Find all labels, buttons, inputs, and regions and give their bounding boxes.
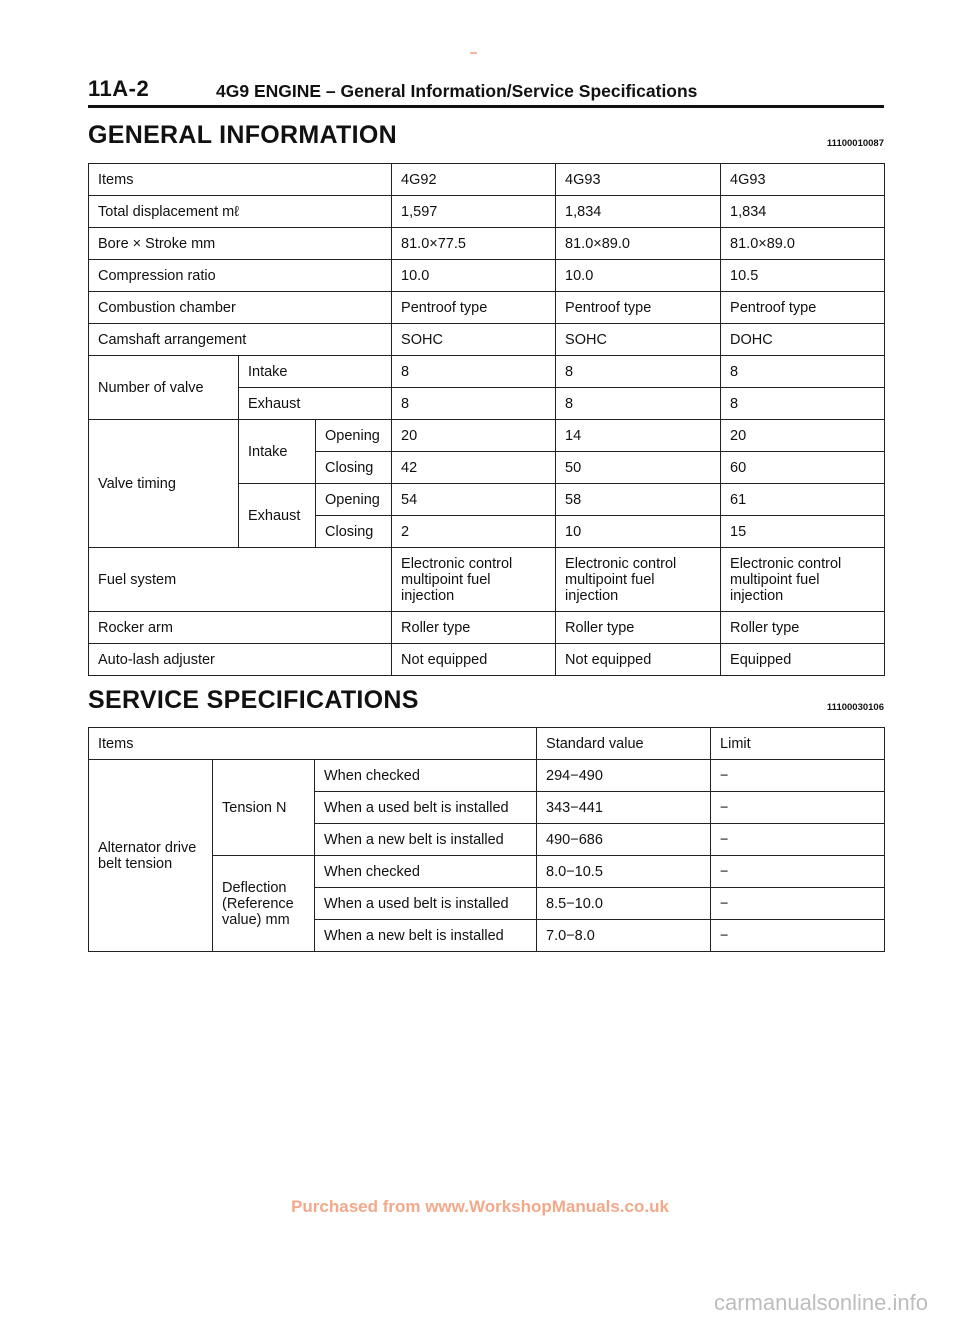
table-cell: Roller type — [556, 612, 721, 644]
table-cell: 61 — [721, 484, 885, 516]
table-cell: 20 — [392, 420, 556, 452]
table-cell: 58 — [556, 484, 721, 516]
table-cell: SOHC — [556, 324, 721, 356]
table-cell: When a used belt is installed — [315, 792, 537, 824]
table-cell: − — [711, 888, 885, 920]
table-cell: 15 — [721, 516, 885, 548]
table-cell: 7.0−8.0 — [537, 920, 711, 952]
table-cell: When checked — [315, 760, 537, 792]
table-cell: Not equipped — [392, 644, 556, 676]
table-cell: Pentroof type — [392, 292, 556, 324]
table-cell: Electronic control multipoint fuel injection — [392, 548, 556, 612]
table-cell: 81.0×89.0 — [721, 228, 885, 260]
table-cell: 8.5−10.0 — [537, 888, 711, 920]
table-cell: Intake — [239, 356, 392, 388]
table-cell: 8 — [721, 388, 885, 420]
table-cell: 8 — [392, 356, 556, 388]
page-number: 11A-2 — [88, 76, 150, 101]
header-rule — [88, 105, 884, 108]
table-cell: 8.0−10.5 — [537, 856, 711, 888]
table-cell: Limit — [711, 728, 885, 760]
table-cell: 42 — [392, 452, 556, 484]
table-cell: Not equipped — [556, 644, 721, 676]
service-spec-code: 11100030106 — [826, 702, 884, 713]
table-cell: Compression ratio — [89, 260, 392, 292]
table-cell: Total displacement mℓ — [89, 196, 392, 228]
table-cell: Pentroof type — [721, 292, 885, 324]
table-cell: Closing — [316, 452, 392, 484]
table-cell: 10.5 — [721, 260, 885, 292]
table-cell: 490−686 — [537, 824, 711, 856]
table-cell: 1,834 — [721, 196, 885, 228]
table-row — [89, 420, 885, 452]
purchase-link[interactable]: Purchased from www.WorkshopManuals.co.uk — [291, 1197, 669, 1216]
table-row — [89, 548, 885, 612]
table-row — [89, 292, 885, 324]
table-cell: − — [711, 856, 885, 888]
general-info-code: 11100010087 — [826, 138, 884, 149]
service-spec-table — [88, 727, 885, 952]
table-cell: 10.0 — [556, 260, 721, 292]
general-info-table — [88, 163, 885, 676]
table-cell: Roller type — [721, 612, 885, 644]
table-cell: Electronic control multipoint fuel injection — [721, 548, 885, 612]
table-cell: − — [711, 760, 885, 792]
table-cell: Standard value — [537, 728, 711, 760]
table-cell: 2 — [392, 516, 556, 548]
table-cell: Closing — [316, 516, 392, 548]
table-cell: When a used belt is installed — [315, 888, 537, 920]
table-cell: Exhaust — [239, 484, 316, 548]
table-cell: Exhaust — [239, 388, 392, 420]
table-cell: Rocker arm — [89, 612, 392, 644]
table-cell: 50 — [556, 452, 721, 484]
table-cell: 294−490 — [537, 760, 711, 792]
table-cell: 4G93 — [721, 164, 885, 196]
watermark: carmanualsonline.info — [713, 1290, 928, 1315]
table-cell: Camshaft arrangement — [89, 324, 392, 356]
table-cell: 4G93 — [556, 164, 721, 196]
table-cell: 81.0×89.0 — [556, 228, 721, 260]
table-cell: Tension N — [213, 760, 315, 856]
table-cell: − — [711, 824, 885, 856]
page-header — [88, 76, 884, 102]
table-cell: Bore × Stroke mm — [89, 228, 392, 260]
table-cell: 8 — [556, 356, 721, 388]
table-cell: 60 — [721, 452, 885, 484]
table-row — [89, 728, 885, 760]
table-cell: SOHC — [392, 324, 556, 356]
table-cell: 54 — [392, 484, 556, 516]
table-cell: 1,597 — [392, 196, 556, 228]
table-cell: Electronic control multipoint fuel injection — [556, 548, 721, 612]
table-cell: When a new belt is installed — [315, 920, 537, 952]
table-cell: 14 — [556, 420, 721, 452]
table-cell: 8 — [392, 388, 556, 420]
table-cell: 8 — [721, 356, 885, 388]
table-cell: Combustion chamber — [89, 292, 392, 324]
decorative-mark — [470, 52, 477, 54]
table-cell: Roller type — [392, 612, 556, 644]
table-row — [89, 612, 885, 644]
table-cell: Auto-lash adjuster — [89, 644, 392, 676]
table-cell: 4G92 — [392, 164, 556, 196]
table-cell: Fuel system — [89, 548, 392, 612]
table-cell: 10 — [556, 516, 721, 548]
table-row — [89, 196, 885, 228]
table-cell: 10.0 — [392, 260, 556, 292]
table-cell: − — [711, 792, 885, 824]
service-spec-title: SERVICE SPECIFICATIONS — [88, 686, 419, 714]
table-cell: 20 — [721, 420, 885, 452]
table-row — [89, 356, 885, 388]
header-title: 4G9 ENGINE – General Information/Service Specifications — [216, 81, 698, 101]
table-cell: When a new belt is installed — [315, 824, 537, 856]
table-cell: Items — [89, 728, 537, 760]
table-cell: 81.0×77.5 — [392, 228, 556, 260]
table-cell: DOHC — [721, 324, 885, 356]
table-cell: Opening — [316, 484, 392, 516]
table-cell: Items — [89, 164, 392, 196]
table-cell: − — [711, 920, 885, 952]
table-cell: Pentroof type — [556, 292, 721, 324]
table-row — [89, 760, 885, 792]
table-cell: 1,834 — [556, 196, 721, 228]
table-cell: Opening — [316, 420, 392, 452]
table-row — [89, 228, 885, 260]
table-cell: 8 — [556, 388, 721, 420]
table-cell: Deflection (Reference value) mm — [213, 856, 315, 952]
table-cell: Intake — [239, 420, 316, 484]
general-info-title: GENERAL INFORMATION — [88, 121, 397, 149]
table-row — [89, 260, 885, 292]
table-cell: 343−441 — [537, 792, 711, 824]
table-cell: Number of valve — [89, 356, 239, 420]
table-cell: Alternator drive belt tension — [89, 760, 213, 952]
table-cell: Equipped — [721, 644, 885, 676]
table-row — [89, 164, 885, 196]
table-cell: Valve timing — [89, 420, 239, 548]
table-row — [89, 644, 885, 676]
table-cell: When checked — [315, 856, 537, 888]
table-row — [89, 324, 885, 356]
